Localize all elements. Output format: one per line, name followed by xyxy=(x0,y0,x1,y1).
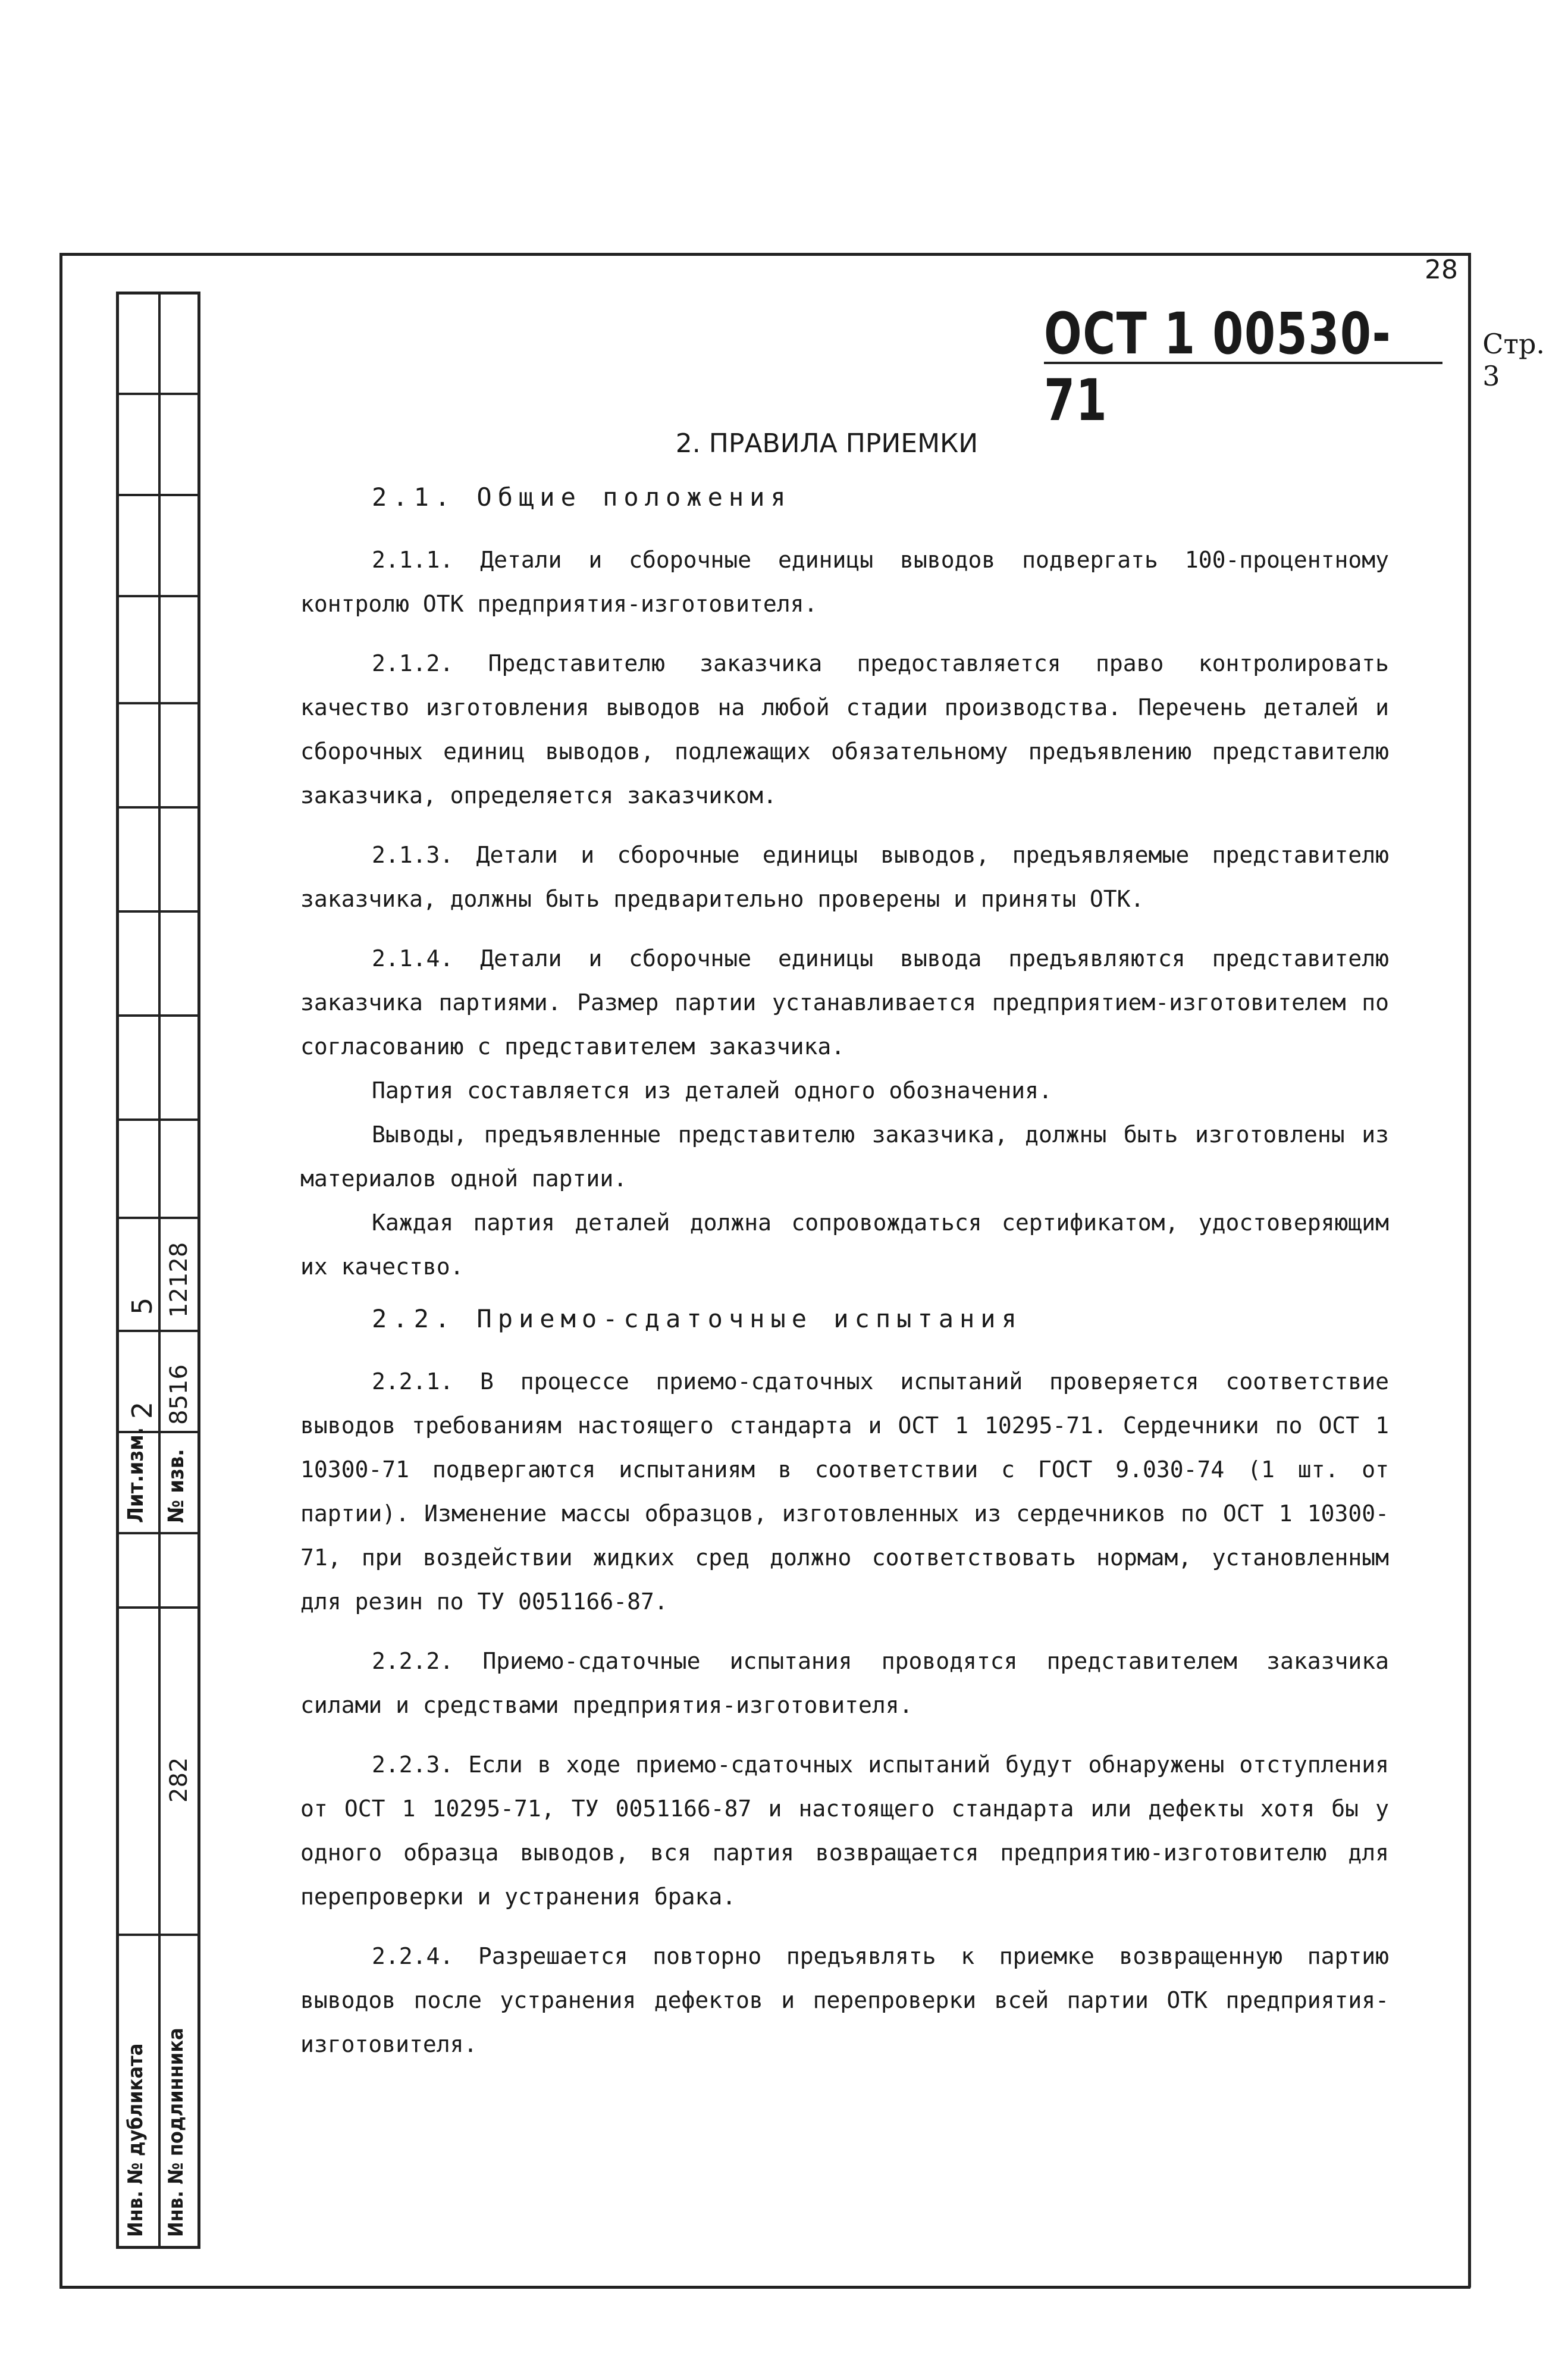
paragraph-2-2-3: 2.2.3. Если в ходе приемо-сдаточных испытаний будут обнаружены отступления от ОСТ 1 10295-71, ТУ 0051166-87 и настоящего стандарта или дефекты хотя бы у одного образца выводов, вся партия возвращается предприятию-изготовителю для перепроверки и устранения брака. xyxy=(300,1752,1389,1910)
paragraph-2-1-1: 2.1.1. Детали и сборочные единицы выводов подвергать 100-процентному контролю ОТК предприятия-изготовителя. xyxy=(300,547,1389,617)
paragraph-batch-2: Выводы, предъявленные представителю заказчика, должны быть изготовлены из материалов одной партии. xyxy=(300,1121,1389,1192)
strip-row-line xyxy=(116,806,200,809)
rev2-lit-value: 5 xyxy=(126,1297,158,1315)
lit-izm-label: Лит.изм. xyxy=(124,1427,148,1523)
paragraph-2-1-4: 2.1.4. Детали и сборочные единицы вывода предъявляются представителю заказчика партиями. Размер партии устанавливается предприятием-изготовителем по согласованию с представителем заказчика. xyxy=(300,945,1389,1060)
rev1-lit-value: 2 xyxy=(126,1401,158,1419)
page-header xyxy=(1044,300,1568,434)
strip-row-line xyxy=(116,702,200,704)
header-underline xyxy=(1044,362,1442,364)
inv-dup-label: Инв. № дубликата xyxy=(124,2043,148,2237)
strip-row-line xyxy=(116,910,200,913)
strip-row-line xyxy=(116,1606,200,1609)
page-label: Стр. 3 xyxy=(1482,328,1545,392)
frame-top-border xyxy=(59,253,1470,256)
paragraph-batch-3: Каждая партия деталей должна сопровождаться сертификатом, удостоверяющим их качество. xyxy=(300,1210,1389,1280)
no-izv-label: № изв. xyxy=(164,1449,189,1523)
paragraph-2-1-3: 2.1.3. Детали и сборочные единицы выводов, предъявляемые представителю заказчика, должны быть предварительно проверены и приняты ОТК. xyxy=(300,842,1389,912)
registry-strip-divider xyxy=(158,292,161,2249)
document-body xyxy=(300,428,1389,2082)
strip-row-line xyxy=(116,1014,200,1017)
paragraph-batch-1: Партия составляется из деталей одного обозначения. xyxy=(372,1077,1052,1104)
strip-row-line xyxy=(116,393,200,395)
strip-row-line xyxy=(116,595,200,597)
strip-row-line xyxy=(116,494,200,496)
paragraph-2-1-2: 2.1.2. Представителю заказчика предоставляется право контролировать качество изготовления выводов на любой стадии производства. Перечень деталей и сборочных единиц выводов, подлежащих обязательному предъявлению представителю заказчика, определяется заказчиком. xyxy=(300,650,1389,809)
strip-row-line xyxy=(116,1330,200,1332)
strip-row-line xyxy=(116,1934,200,1936)
rev1-izv-value: 8516 xyxy=(165,1364,193,1425)
strip-row-line xyxy=(116,1217,200,1219)
dup-number-value: 282 xyxy=(165,1757,193,1803)
rev2-izv-value: 12128 xyxy=(165,1242,193,1318)
frame-bottom-border xyxy=(59,2286,1470,2289)
frame-left-border xyxy=(59,253,62,2288)
strip-row-line xyxy=(116,1532,200,1534)
frame-right-border xyxy=(1468,253,1471,2288)
sheet-number: 28 xyxy=(1425,255,1458,285)
paragraph-2-2-1: 2.2.1. В процессе приемо-сдаточных испытаний проверяется соответствие выводов требованиям настоящего стандарта и ОСТ 1 10295-71. Сердечники по ОСТ 1 10300-71 подвергаются испытаниям в соответствии с ГОСТ 9.030-74 (1 шт. от партии). Изменение массы образцов, изготовленных из сердечников по ОСТ 1 10300-71, при воздействии жидких сред должно соответствовать нормам, установленным для резин по ТУ 0051166-87. xyxy=(300,1368,1389,1615)
section-title: 2. ПРАВИЛА ПРИЕМКИ xyxy=(675,428,979,459)
paragraph-2-2-4: 2.2.4. Разрешается повторно предъявлять к приемке возвращенную партию выводов после устранения дефектов и перепроверки всей партии ОТК предприятия-изготовителя. xyxy=(300,1943,1389,2057)
subsection-heading: 2.1. Общие положения xyxy=(372,482,792,512)
inv-orig-label: Инв. № подлинника xyxy=(164,2028,188,2237)
standard-code: ОСТ 1 00530-71 xyxy=(1044,300,1392,434)
subsection-heading: 2.2. Приемо-сдаточные испытания xyxy=(372,1304,1023,1333)
paragraph-2-2-2: 2.2.2. Приемо-сдаточные испытания проводятся представителем заказчика силами и средствами предприятия-изготовителя. xyxy=(300,1648,1389,1718)
strip-row-line xyxy=(116,1118,200,1121)
